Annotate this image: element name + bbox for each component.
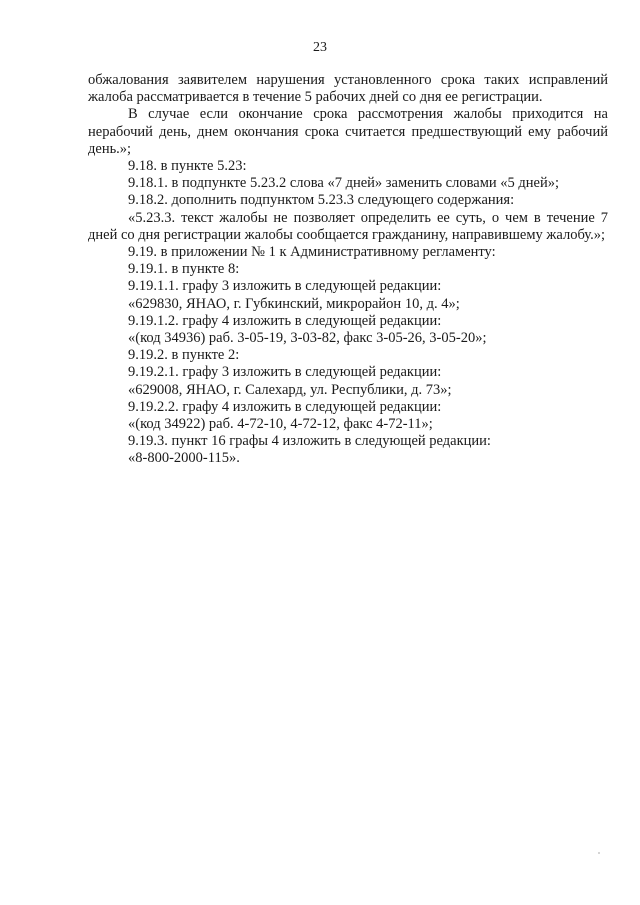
paragraph-9-19-1: 9.19.1. в пункте 8: <box>128 261 240 278</box>
paragraph-9-18: 9.18. в пункте 5.23: <box>128 158 247 175</box>
paragraph-5-23-3-quote: «5.23.3. текст жалобы не позволяет определить ее суть, о чем в течение 7 дней со дня регистрации жалобы сообщается гражданину, направившему жалобу.»; <box>88 209 608 243</box>
paragraph-9-19: 9.19. в приложении № 1 к Административному регламенту: <box>128 244 496 261</box>
paragraph-9-19-1-2: 9.19.1.2. графу 4 изложить в следующей редакции: <box>128 312 442 329</box>
scan-speck <box>598 852 600 854</box>
paragraph-9-19-2: 9.19.2. в пункте 2: <box>128 347 240 364</box>
paragraph-9-19-3: 9.19.3. пункт 16 графы 4 изложить в следующей редакции: <box>128 433 491 450</box>
paragraph-9-18-2: 9.18.2. дополнить подпунктом 5.23.3 следующего содержания: <box>128 192 515 209</box>
paragraph-deadline-note: В случае если окончание срока рассмотрения жалобы приходится на нерабочий день, днем окончания срока считается предшествующий ему рабочий день.»; <box>88 106 608 157</box>
page-number: 23 <box>313 40 327 55</box>
document-body <box>88 72 608 468</box>
paragraph-address-gubkinsky: «629830, ЯНАО, г. Губкинский, микрорайон 10, д. 4»; <box>128 295 460 312</box>
paragraph-9-18-1: 9.18.1. в подпункте 5.23.2 слова «7 дней» заменить словами «5 дней»; <box>128 175 559 192</box>
paragraph-address-salekhard: «629008, ЯНАО, г. Салехард, ул. Республики, д. 73»; <box>128 381 452 398</box>
paragraph-phones-34922: «(код 34922) раб. 4-72-10, 4-72-12, факс 4-72-11»; <box>128 416 433 433</box>
paragraph-9-19-1-1: 9.19.1.1. графу 3 изложить в следующей редакции: <box>128 278 442 295</box>
paragraph-hotline-number: «8-800-2000-115». <box>128 450 240 467</box>
paragraph-9-19-2-2: 9.19.2.2. графу 4 изложить в следующей редакции: <box>128 398 442 415</box>
paragraph-phones-34936: «(код 34936) раб. 3-05-19, 3-03-82, факс 3-05-26, 3-05-20»; <box>128 330 487 347</box>
paragraph-continuation: обжалования заявителем нарушения установленного срока таких исправлений жалоба рассматривается в течение 5 рабочих дней со дня ее регистрации. <box>88 72 608 106</box>
paragraph-9-19-2-1: 9.19.2.1. графу 3 изложить в следующей редакции: <box>128 364 442 381</box>
